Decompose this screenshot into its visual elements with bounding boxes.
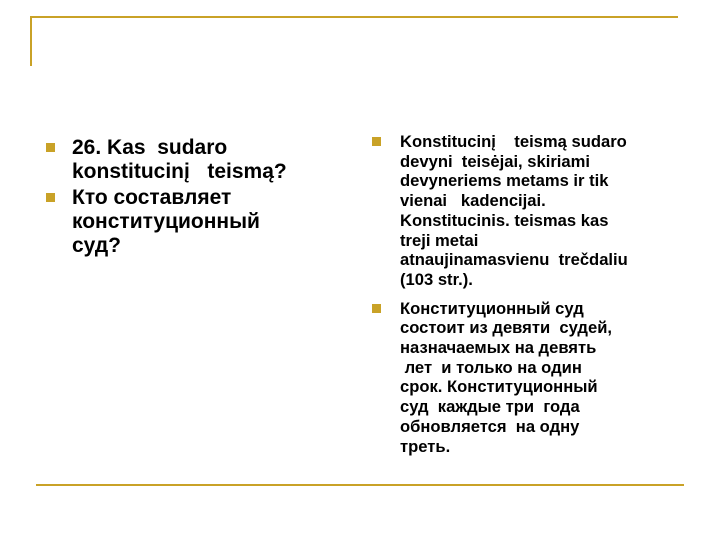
text-line: лет и только на один <box>400 357 582 377</box>
text-line: treji metai <box>400 230 479 250</box>
square-bullet-icon <box>372 304 381 313</box>
text-line: devyneriems metams ir tik <box>400 171 609 191</box>
text-line: Konstitucinį teismą sudaro <box>400 132 627 151</box>
text-line: (103 str.). <box>400 269 473 289</box>
text-line: состоит из девяти судей, <box>400 318 613 338</box>
text-line: Konstitucinis. teismas kas <box>400 210 609 230</box>
text-line: суд каждые три года <box>400 397 580 417</box>
text-line: назначаемых на девять <box>400 338 597 358</box>
text-line: Конституционный суд <box>400 298 584 318</box>
text-line: vienai kadencijai. <box>400 191 546 211</box>
left-rule <box>30 16 32 66</box>
list-item-answer-lt <box>370 132 690 290</box>
square-bullet-icon <box>46 193 55 202</box>
left-column <box>46 136 336 260</box>
bottom-rule <box>36 484 684 486</box>
text-line: срок. Конституционный <box>400 377 598 397</box>
list-item-answer-ru <box>370 299 690 457</box>
text-line: devyni teisėjai, skiriami <box>400 151 591 171</box>
top-rule <box>30 16 678 18</box>
text-line: atnaujinamasvienu trečdaliu <box>400 250 628 270</box>
list-item-question-lt <box>46 136 336 184</box>
square-bullet-icon <box>372 137 381 146</box>
text-line: треть. <box>400 436 451 456</box>
right-column <box>370 132 690 465</box>
square-bullet-icon <box>46 143 55 152</box>
text-line: konstitucinį teismą? <box>72 160 287 183</box>
text-line: суд? <box>72 234 121 257</box>
list-item-question-ru <box>46 186 336 258</box>
text-line: конституционный <box>72 210 260 233</box>
text-line: обновляется на одну <box>400 416 580 436</box>
text-line: 26. Kas sudaro <box>72 136 228 159</box>
text-line: Кто составляет <box>72 186 232 209</box>
